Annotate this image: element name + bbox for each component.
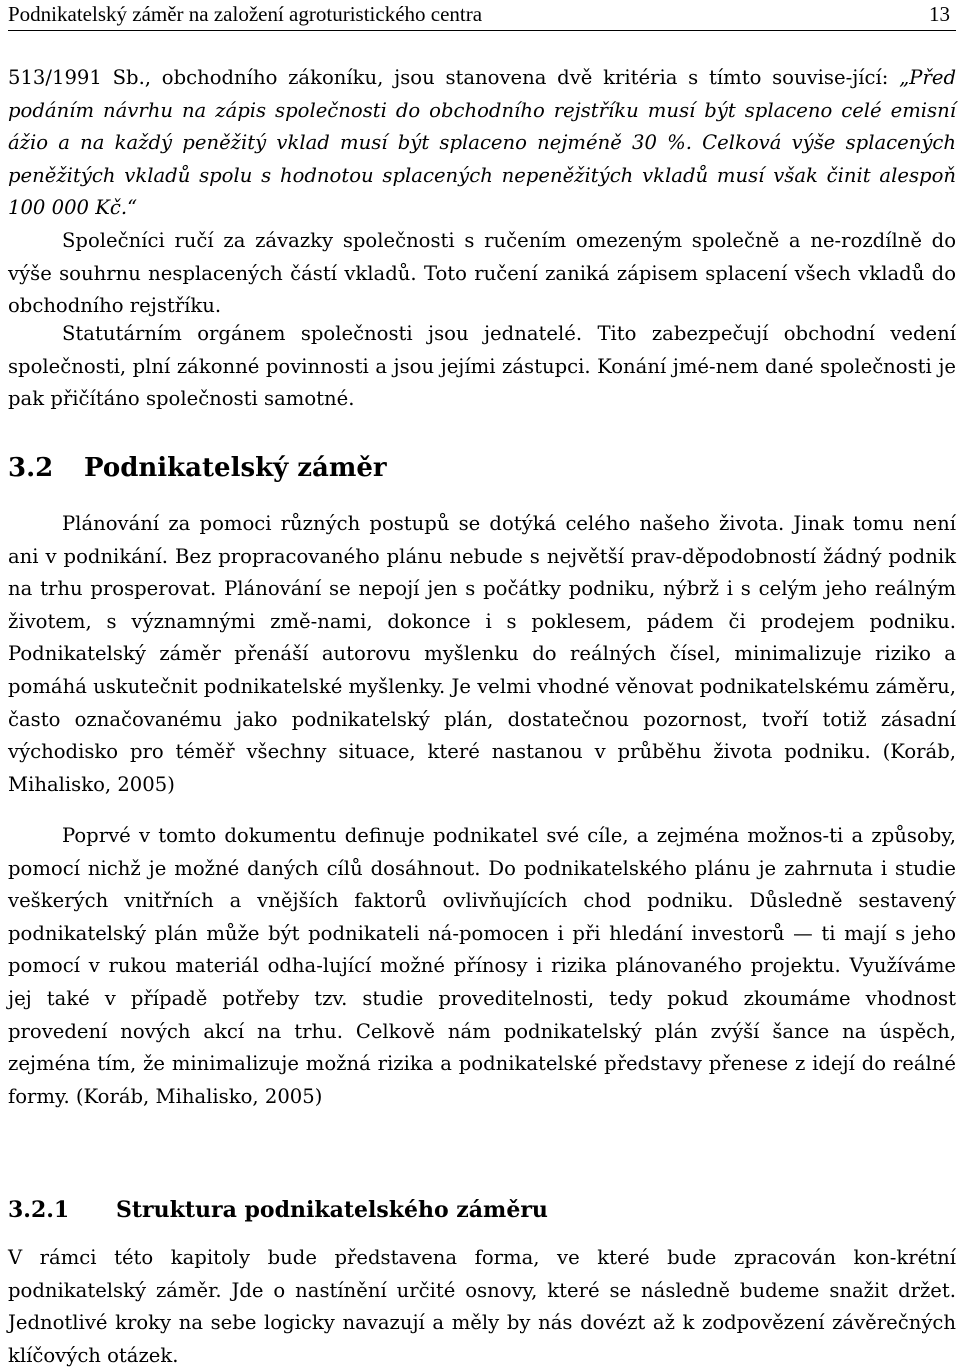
subsection-title: Struktura podnikatelského záměru xyxy=(116,1197,548,1223)
paragraph-statutory-body: Statutárním orgánem společnosti jsou jednatelé. Tito zabezpečují obchodní vedení společnosti, plní zákonné povinnosti a jsou jejími zástupci. Konání jmé-nem dané společnosti je pak přičítáno společnosti samotné. xyxy=(8,322,956,411)
section-title: Podnikatelský záměr xyxy=(84,453,387,483)
section-number: 3.2 xyxy=(8,453,54,483)
section-heading xyxy=(8,450,387,486)
paragraph-liability: Společníci ručí za závazky společnosti s ručením omezeným společně a ne-rozdílně do výše souhrnu nesplacených částí vkladů. Toto ručení zaniká zápisem splacení všech vkladů do obchodního rejstříku. xyxy=(8,229,956,318)
paragraph-lead-text: 513/1991 Sb., obchodního zákoníku, jsou stanovena dvě kritéria s tímto souvise-jící: xyxy=(8,66,900,89)
header-title: Podnikatelský záměr na založení agroturistického centra xyxy=(8,2,483,26)
legal-quotation: „Před podáním návrhu na zápis společnosti do obchodního rejstříku musí být splaceno celé emisní ážio a na každý peněžitý vklad musí být splaceno nejméně 30 %. Celková výše splacených peněžitých vkladů spolu s hodnotou splacených nepeněžitých vkladů musí však činit alespoň 100 000 Kč.“ xyxy=(8,66,956,220)
paragraph-legal-requirements xyxy=(8,62,956,225)
page-number: 13 xyxy=(929,2,950,26)
subsection-heading xyxy=(8,1192,548,1228)
running-header xyxy=(8,0,956,31)
subsection-number: 3.2.1 xyxy=(8,1197,70,1223)
paragraph-business-plan-definition: Poprvé v tomto dokumentu definuje podnikatel své cíle, a zejména možnos-ti a způsoby, pomocí nichž je možné daných cílů dosáhnout. Do podnikatelského plánu je zahrnuta i studie veškerých vnitřních a vnějších faktorů ovlivňujících chod podniku. Důsledně sestavený podnikatelský plán může být podnikateli ná-pomocen i při hledání investorů — ti mají s jeho pomocí v rukou materiál odha-lující možné přínosy i rizika plánovaného projektu. Využíváme jej také v případě potřeby tzv. studie proveditelnosti, tedy pokud zkoumáme vhodnost provedení nových akcí na trhu. Celkově nám podnikatelský plán zvýší šance na úspěch, zejména tím, že minimalizuje možná rizika a podnikatelské představy přenese z idejí do reálné formy. (Koráb, Mihalisko, 2005) xyxy=(8,824,956,1108)
paragraph-planning: Plánování za pomoci různých postupů se dotýká celého našeho života. Jinak tomu není ani v podnikání. Bez propracovaného plánu nebude s největší prav-děpodobností žádný podnik na trhu prosperovat. Plánování se nepojí jen s počátky podniku, nýbrž i s celým jeho reálným životem, s významnými změ-nami, dokonce i s poklesem, pádem či prodejem podniku. Podnikatelský záměr přenáší autorovu myšlenku do reálných čísel, minimalizuje riziko a pomáhá uskutečnit podnikatelské myšlenky. Je velmi vhodné věnovat podnikatelskému záměru, často označovanému jako podnikatelský plán, dostatečnou pozornost, tvoří totiž zásadní východisko pro téměř všechny situace, které nastanou v průběhu života podniku. (Koráb, Mihalisko, 2005) xyxy=(8,512,957,796)
paragraph-structure-intro: V rámci této kapitoly bude představena forma, ve které bude zpracován kon-krétní podnikatelský záměr. Jde o nastínění určité osnovy, které se následně budeme snažit držet. Jednotlivé kroky na sebe logicky navazují a měly by nás dovézt až k zodpovězení závěrečných klíčových otázek. xyxy=(8,1246,956,1367)
